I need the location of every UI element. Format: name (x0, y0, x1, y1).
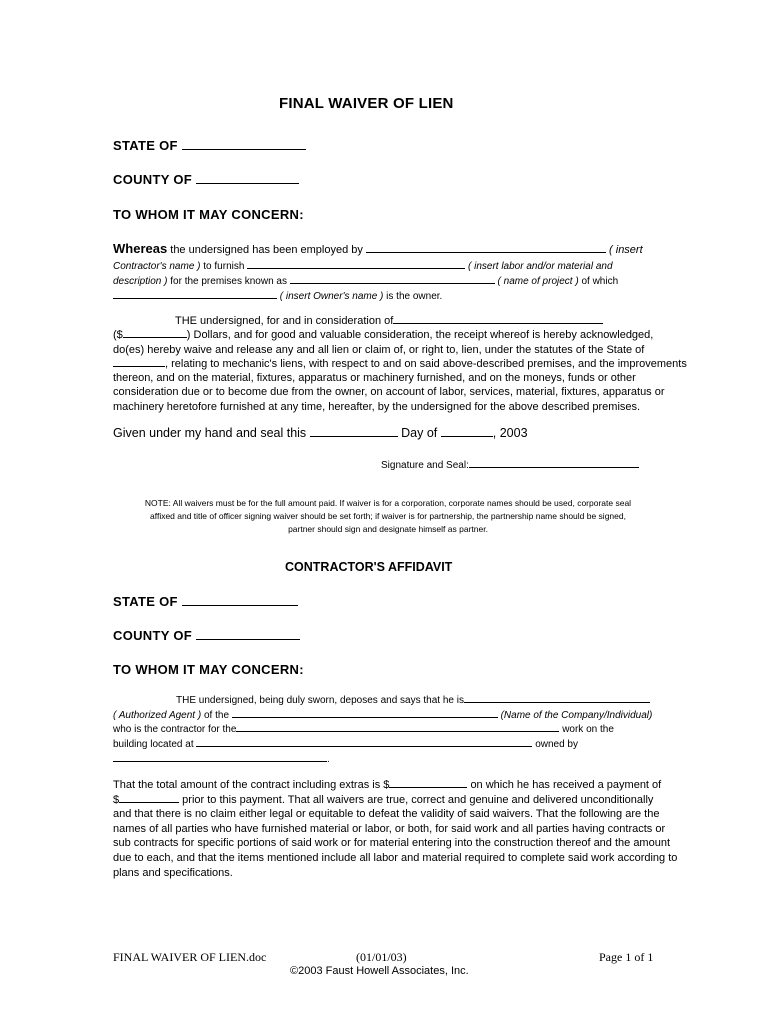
employer-field[interactable] (366, 243, 606, 253)
payment-dollar-sign: $ (113, 793, 120, 806)
affidavit-county-label: COUNTY OF (113, 628, 193, 643)
contract-work-field[interactable] (236, 722, 559, 732)
contract-paragraph (113, 778, 677, 880)
affidavit-county-line (113, 628, 300, 643)
page-title: FINAL WAIVER OF LIEN (279, 95, 454, 112)
project-hint: ( name of project ) (497, 276, 579, 287)
affidavit-state-field[interactable] (182, 596, 298, 606)
description-hint: description ) (113, 276, 168, 287)
para-line-6: consideration due or to become due from the owner, on account of labor, services, material, fixtures, apparatus or (113, 386, 665, 399)
county-label: COUNTY OF (113, 172, 193, 187)
contract-line-5: sub contracts for specific portions of said work or for material entering into the construction thereof and the amount (113, 837, 671, 850)
para-line-7: machinery heretofore furnished at any time, hereafter, by the undersigned for the above described premises. (113, 400, 641, 413)
building-owner-field[interactable] (113, 752, 327, 762)
para-line-4: , relating to mechanic's liens, with respect to and on said above-described premises, and the improvements (165, 357, 687, 370)
year-text: , 2003 (492, 426, 528, 440)
agent-line (113, 708, 652, 721)
signature-label: Signature and Seal: (381, 460, 469, 471)
contract-line-4: names of all parties who have furnished material or labor, or both, for said work and all parties having contracts or (113, 822, 666, 835)
month-field[interactable] (441, 427, 493, 437)
premises-text: for the premises known as (167, 276, 287, 287)
owner-hint: ( insert Owner's name ) (279, 291, 384, 302)
footer-date: (01/01/03) (356, 950, 407, 964)
owner-text: is the owner. (383, 291, 443, 302)
of-the-text: of the (201, 710, 230, 721)
owner-line (113, 289, 442, 302)
owner-field[interactable] (113, 289, 277, 299)
company-field[interactable] (232, 708, 498, 718)
authorized-hint: ( Authorized Agent ) (113, 710, 202, 721)
para-line-5: thereon, and on the material, fixtures, apparatus or machinery furnished, and on the moneys, funds or other (113, 372, 636, 385)
furnish-line (113, 259, 613, 272)
furnish-text: to furnish (200, 261, 245, 272)
footer-filename: FINAL WAIVER OF LIEN.doc (113, 950, 267, 964)
whereas-text: the undersigned has been employed by (167, 244, 363, 256)
contractor-name-hint: Contractor's name ) (113, 261, 201, 272)
owned-by-text: owned by (535, 739, 578, 750)
contract-line-1b: on which he has received a payment of (470, 779, 662, 791)
note-line-2: affixed and title of officer signing waiver should be set forth; if waiver is for partnership, the partnership name should be signed, (150, 511, 626, 521)
state-field[interactable] (182, 140, 306, 150)
given-day-field[interactable] (310, 427, 398, 437)
signature-field[interactable] (469, 458, 639, 468)
work-on-text: work on the (562, 724, 614, 735)
note-line-3: partner should sign and designate himself as partner. (288, 524, 488, 534)
given-line (113, 426, 528, 440)
contractor-line (113, 722, 614, 735)
agent-field[interactable] (464, 693, 650, 703)
affidavit-state-label: STATE OF (113, 594, 178, 609)
contract-line-1a: That the total amount of the contract including extras is $ (113, 779, 390, 791)
note-line-1: NOTE: All waivers must be for the full amount paid. If waiver is for a corporation, corporate names should be used, corporate seal (144, 498, 632, 508)
signature-line (381, 458, 639, 471)
consideration-paragraph (113, 314, 687, 414)
state-name-field[interactable] (113, 357, 165, 367)
para-line-3: do(es) hereby waive and release any and all lien or claim of, or right to, lien, under the statutes of the State of (113, 343, 645, 356)
building-line (113, 737, 578, 750)
whereas-word: Whereas (113, 241, 168, 256)
company-hint: (Name of the Company/Individual) (500, 710, 653, 721)
labor-hint: ( insert labor and/or material and (467, 261, 613, 272)
of-which-text: of which (578, 276, 619, 287)
contractor-for-text: who is the contractor for the (113, 724, 237, 735)
owner-name-line (113, 752, 330, 765)
sworn-line (176, 693, 650, 706)
waiver-note (110, 497, 666, 536)
contract-line-6: due to each, and that the items mentioned include all labor and material required to complete said work according to (113, 851, 678, 864)
furnish-field[interactable] (247, 259, 465, 269)
affidavit-state-line (113, 594, 298, 609)
period-text: . (327, 754, 330, 765)
county-line (113, 172, 299, 187)
given-text: Given under my hand and seal this (113, 426, 307, 440)
payment-amount-field[interactable] (119, 793, 179, 803)
contract-line-2: prior to this payment. That all waivers are true, correct and genuine and delivered unconditionally (179, 793, 654, 806)
day-of-text: Day of (401, 426, 438, 440)
amount-field[interactable] (123, 328, 187, 338)
footer-copyright: ©2003 Faust Howell Associates, Inc. (290, 965, 469, 977)
insert-label: ( insert (609, 244, 643, 256)
consideration-field[interactable] (393, 314, 603, 324)
state-line (113, 138, 306, 153)
premises-field[interactable] (290, 274, 495, 284)
contract-line-3: and that there is no claim either legal or equitable to defeat the validity of said waivers. That the following are the (113, 808, 660, 821)
para-line-2: ) Dollars, and for good and valuable consideration, the receipt whereof is hereby acknowledged, (186, 329, 654, 342)
affidavit-concern-heading: TO WHOM IT MAY CONCERN: (113, 662, 304, 677)
affidavit-county-field[interactable] (196, 630, 300, 640)
footer-page-number: Page 1 of 1 (599, 950, 654, 964)
county-field[interactable] (196, 174, 299, 184)
contract-line-7: plans and specifications. (113, 866, 233, 879)
dollar-sign: ($ (113, 329, 123, 342)
state-label: STATE OF (113, 138, 178, 153)
sworn-text: THE undersigned, being duly sworn, deposes and says that he is (176, 695, 464, 706)
para-line-1: THE undersigned, for and in consideration of (175, 315, 394, 327)
concern-heading: TO WHOM IT MAY CONCERN: (113, 207, 304, 222)
contract-amount-field[interactable] (389, 778, 467, 788)
building-text: building located at (113, 739, 194, 750)
affidavit-title: CONTRACTOR'S AFFIDAVIT (285, 560, 453, 574)
whereas-line (113, 241, 643, 256)
building-address-field[interactable] (196, 737, 532, 747)
premises-line (113, 274, 618, 287)
